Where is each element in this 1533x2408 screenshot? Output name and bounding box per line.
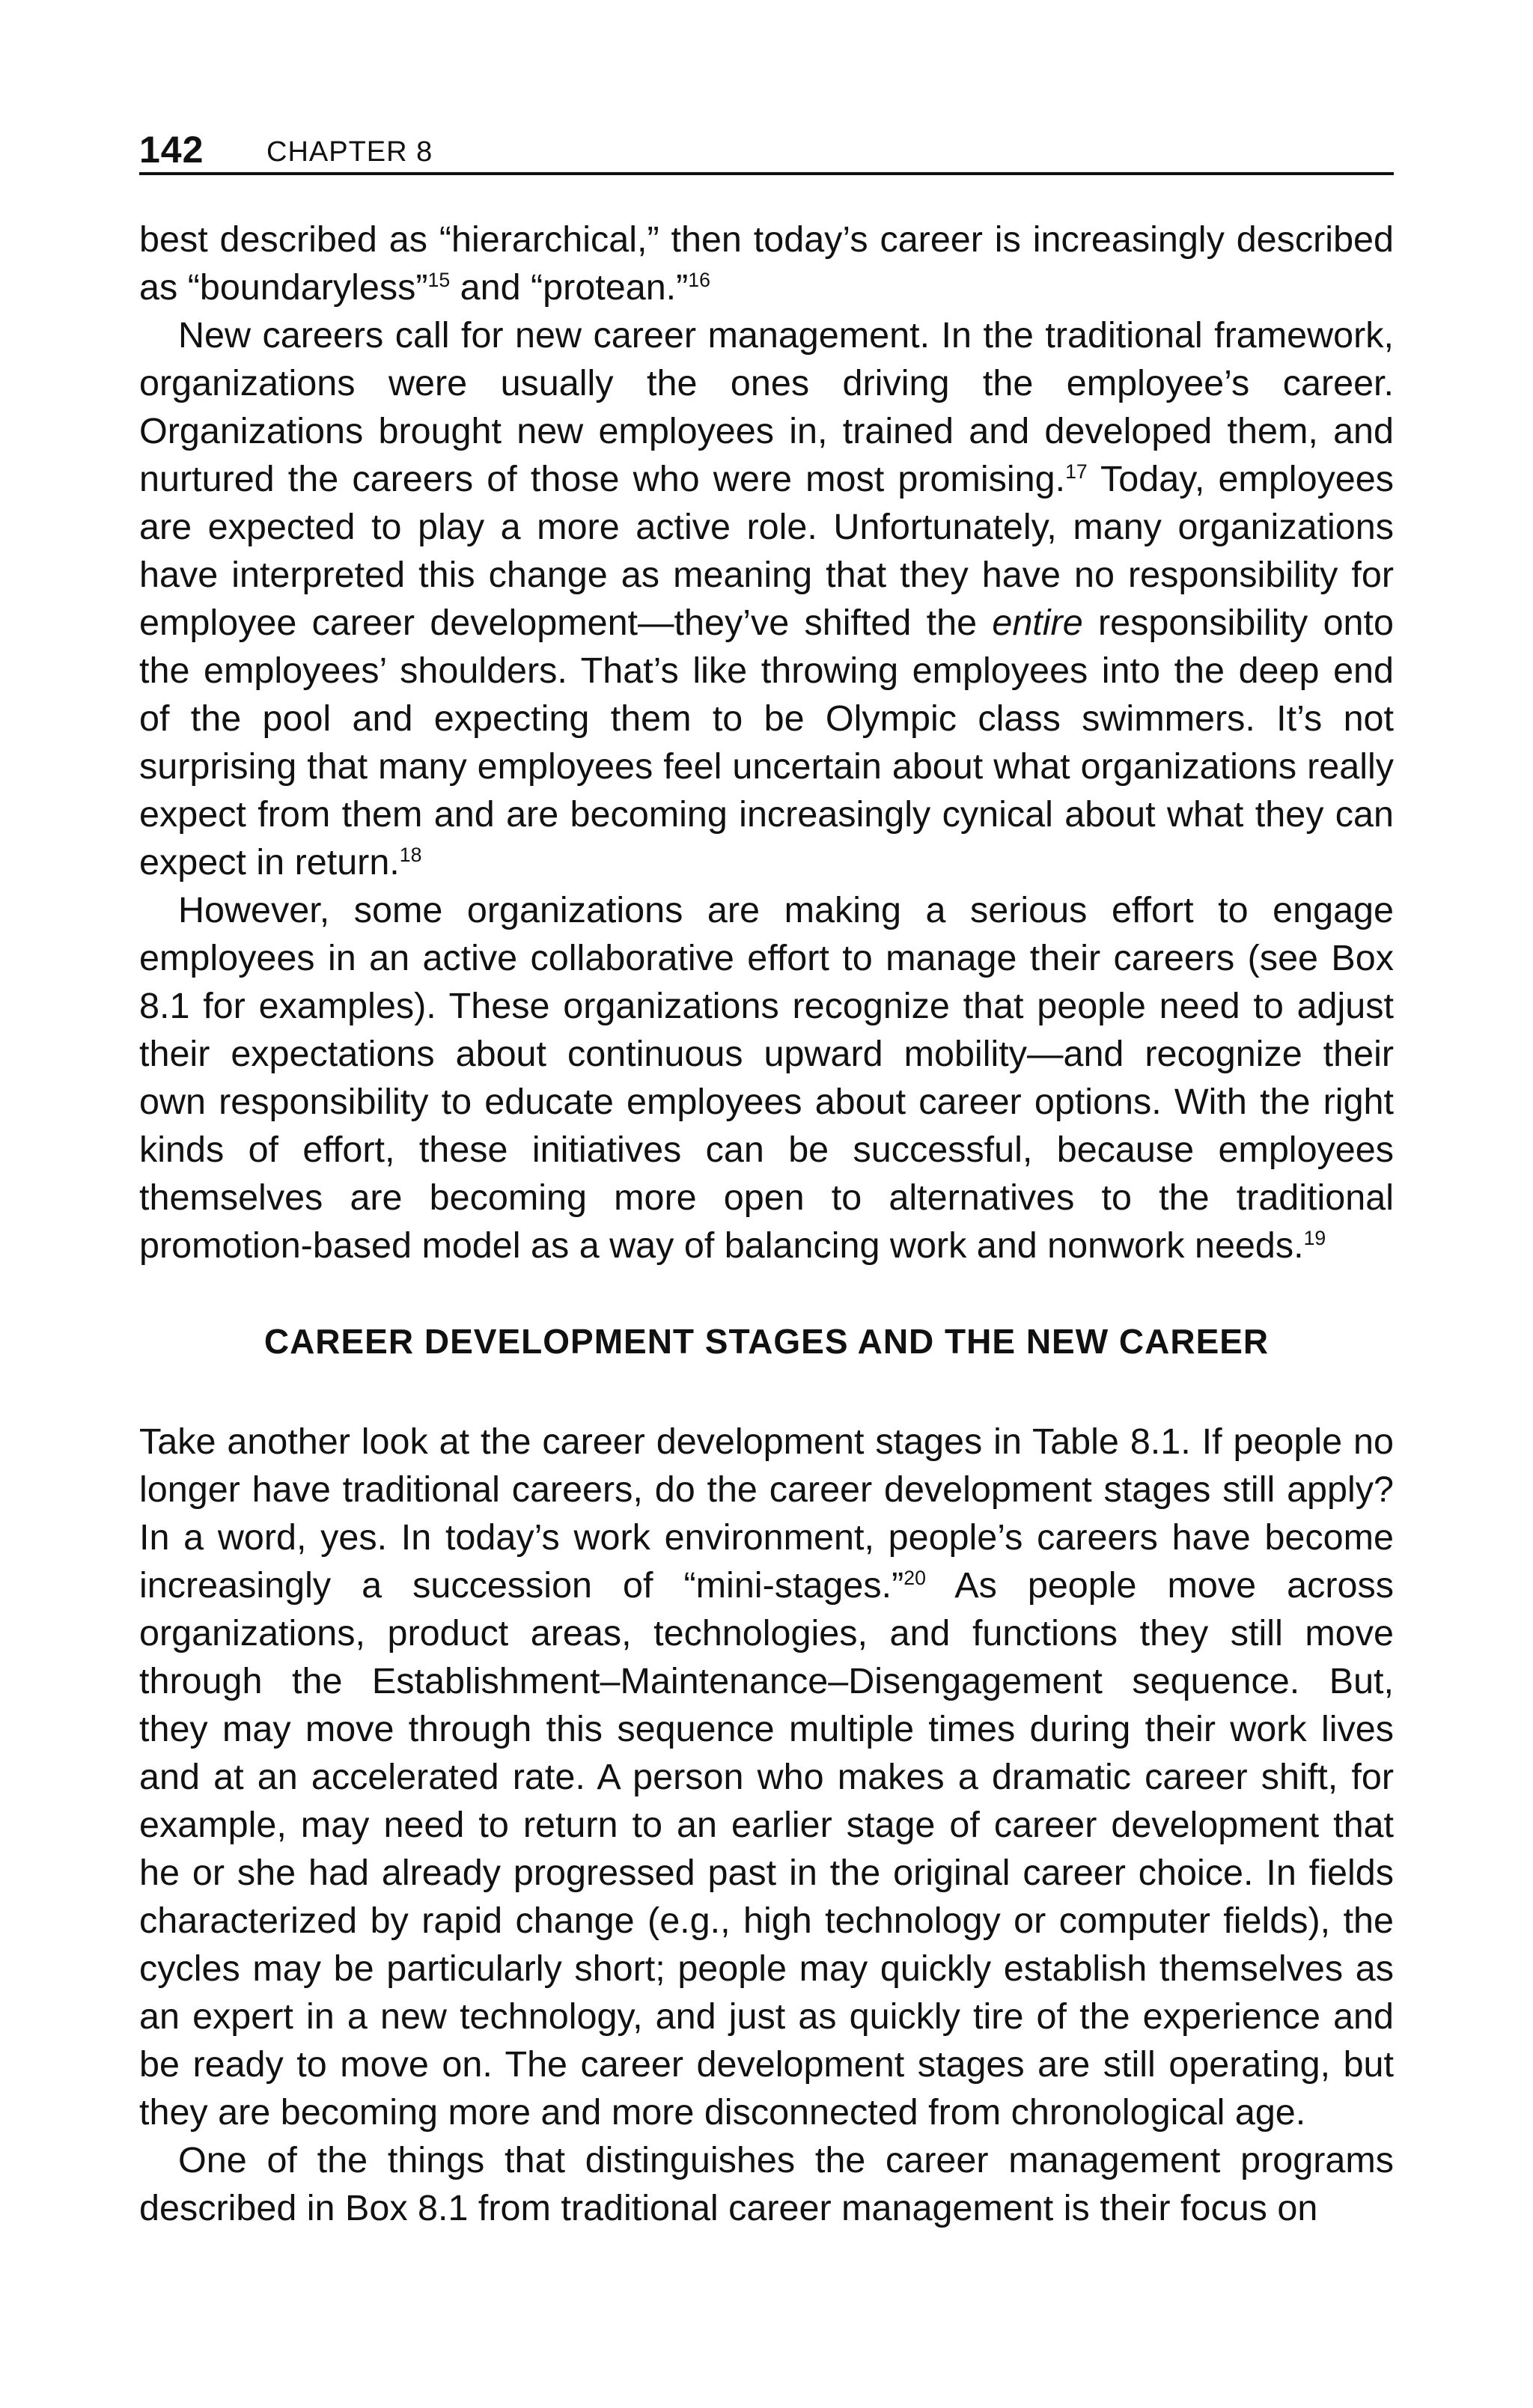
footnote-ref: 20 [903,1566,926,1589]
text-span: As people move across organizations, product areas, technologies, and functions they still move through the Establishment–Maintenance–Disengagement sequence. But, they may move through this sequence multiple times during their work lives and at an accelerated rate. A person who makes a dramatic career shift, for example, may need to return to an earlier stage of career development that he or she had already progressed past in the original career choice. In fields characterized by rapid change (e.g., high technology or computer fields), the cycles may be particularly short; people may quickly establish themselves as an expert in a new technology, and just as quickly tire of the experience and be ready to move on. The career development stages are still operating, but they are becoming more and more disconnected from chronological age. [139,1565,1394,2133]
book-page [139,112,1394,2232]
page-number: 142 [139,129,204,171]
paragraph [139,886,1394,1269]
footnote-ref: 17 [1065,460,1088,483]
section-heading: CAREER DEVELOPMENT STAGES AND THE NEW CAREER [263,1322,1270,1361]
text-span: best described as “hierarchical,” then today’s career is increasingly described as “boundaryless” [139,219,1394,308]
footnote-ref: 18 [399,843,422,866]
paragraph [139,1418,1394,2136]
footnote-ref: 15 [427,268,451,291]
text-span: New careers call for new career management. In the traditional framework, organizations were usually the ones driving the employee’s career. Organizations brought new employees in, trained and developed them, and nurtured the careers of those who were most promising. [139,315,1394,499]
emphasis-text: entire [992,603,1083,643]
paragraph-continued [139,216,1394,311]
footnote-ref: 19 [1303,1226,1326,1249]
text-span: and “protean.” [450,267,689,308]
text-span: However, some organizations are making a serious effort to engage employees in an active collaborative effort to manage their careers (see Box 8.1 for examples). These organizations recognize that people need to adjust their expectations about continuous upward mobility—and recognize their own responsibility to educate employees about career options. With the right kinds of effort, these initiatives can be successful, because employees themselves are becoming more open to alternatives to the traditional promotion-based model as a way of balancing work and nonwork needs. [139,890,1394,1266]
body-text [139,216,1394,2232]
paragraph [139,311,1394,886]
text-span: Take another look at the career development stages in Table 8.1. If people no longer have traditional careers, do the career development stages still apply? In a word, yes. In today’s work environment, people’s careers have become increasingly a succession of “mini-stages.” [139,1421,1394,1606]
text-span: responsibility onto the employees’ shoulders. That’s like throwing employees into the deep end of the pool and expecting them to be Olympic class swimmers. It’s not surprising that many employees feel uncertain about what organizations really expect from them and are becoming increasingly cynical about what they can expect in return. [139,603,1394,883]
chapter-label: CHAPTER 8 [266,136,433,168]
text-span: One of the things that distinguishes the career management programs described in Box 8.1 from traditional career management is their focus on [139,2140,1394,2228]
text-span: Today, employees are expected to play a more active role. Unfortunately, many organizations have interpreted this change as meaning that they have no responsibility for employee career development—they’ve shifted the [139,459,1394,643]
footnote-ref: 16 [688,268,710,291]
paragraph [139,2136,1394,2232]
running-head [139,112,1394,175]
